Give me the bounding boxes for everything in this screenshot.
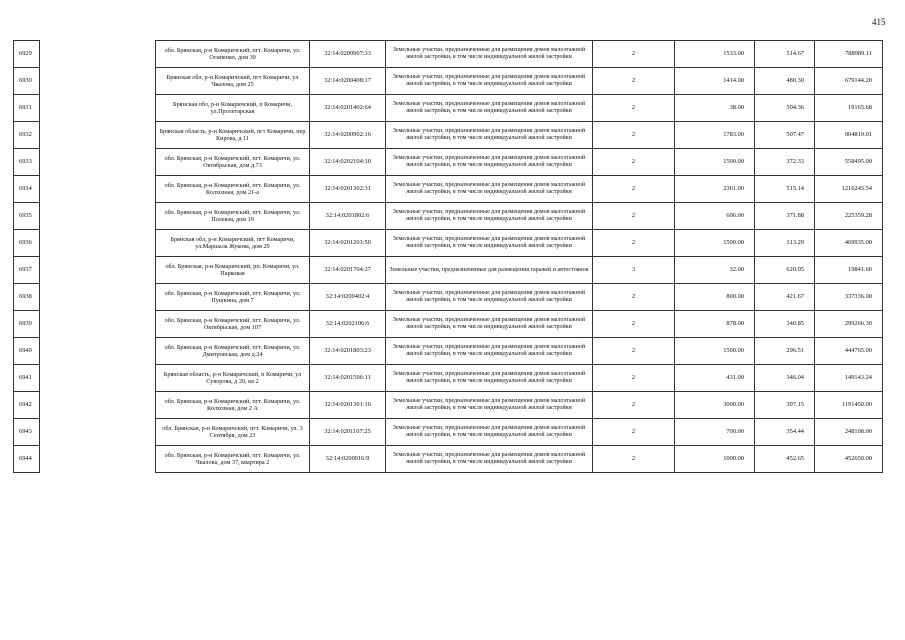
row-number-cell: 6937 xyxy=(14,257,40,284)
cadastral-cost-cell: 225359.28 xyxy=(815,203,883,230)
land-use-type-cell: Земельные участки, предназначенные для размещения домов малоэтажной жилой застройки, в том числе индивидуальной жилой застройки xyxy=(386,149,593,176)
address-cell: обл. Брянская, р-н Комаричский, пгт. Комаричи, ул. Дмитровская, дом д.24 xyxy=(156,338,310,365)
land-use-type-cell: Земельные участки, предназначенные для размещения домов малоэтажной жилой застройки, в том числе индивидуальной жилой застройки xyxy=(386,41,593,68)
cadastral-number-cell: 32:14:0201302:31 xyxy=(310,176,386,203)
row-number-cell: 6935 xyxy=(14,203,40,230)
group-code-cell: 2 xyxy=(593,230,675,257)
row-number-cell: 6940 xyxy=(14,338,40,365)
row-number-cell: 6943 xyxy=(14,419,40,446)
address-cell: обл. Брянская, р-н Комаричский, пгт. Комаричи, ул. Осипенко, дом 30 xyxy=(156,41,310,68)
table-row xyxy=(14,257,883,284)
cadastral-number-cell: 32:14:0200902:16 xyxy=(310,122,386,149)
address-cell: Брянская обл, р-н Комаричский, пгт Комаричи, ул.Маршала Жукова, дом 29 xyxy=(156,230,310,257)
specific-value-cell: 620.05 xyxy=(755,257,815,284)
area-cell: 2361.00 xyxy=(675,176,755,203)
area-cell: 3000.00 xyxy=(675,392,755,419)
group-code-cell: 2 xyxy=(593,284,675,311)
land-use-type-cell: Земельные участки, предназначенные для размещения домов малоэтажной жилой застройки, в том числе индивидуальной жилой застройки xyxy=(386,176,593,203)
cadastral-cost-cell: 788989.11 xyxy=(815,41,883,68)
land-use-type-cell: Земельные участки, предназначенные для размещения домов малоэтажной жилой застройки, в том числе индивидуальной жилой застройки xyxy=(386,230,593,257)
address-cell: обл. Брянская, р-н Комаричский, пгт. Комаричи, ул. Пушкина, дом 7 xyxy=(156,284,310,311)
specific-value-cell: 354.44 xyxy=(755,419,815,446)
area-cell: 1414.00 xyxy=(675,68,755,95)
specific-value-cell: 371.88 xyxy=(755,203,815,230)
row-number-cell: 6934 xyxy=(14,176,40,203)
land-use-type-cell: Земельные участки, предназначенные для размещения домов малоэтажной жилой застройки, в том числе индивидуальной жилой застройки xyxy=(386,284,593,311)
cadastral-cost-cell: 444765.00 xyxy=(815,338,883,365)
table-row xyxy=(14,365,883,392)
area-cell: 606.00 xyxy=(675,203,755,230)
area-cell: 1533.00 xyxy=(675,41,755,68)
blank-column-cell xyxy=(40,230,156,257)
table-row xyxy=(14,149,883,176)
address-cell: обл. Брянская, р-н Комаричский, пгт. Комаричи, ул. 3 Сентября, дом 23 xyxy=(156,419,310,446)
group-code-cell: 2 xyxy=(593,338,675,365)
area-cell: 1000.00 xyxy=(675,446,755,473)
group-code-cell: 2 xyxy=(593,203,675,230)
cadastral-cost-cell: 19165.68 xyxy=(815,95,883,122)
registry-body xyxy=(14,41,883,473)
address-cell: Брянская область, р-н Комаричский, п Комаричи, ул Суворова, д 20, кв 2 xyxy=(156,365,310,392)
blank-column-cell xyxy=(40,41,156,68)
land-registry-table xyxy=(13,40,883,473)
blank-column-cell xyxy=(40,176,156,203)
group-code-cell: 2 xyxy=(593,419,675,446)
cadastral-number-cell: 32:14:0201301:16 xyxy=(310,392,386,419)
land-use-type-cell: Земельные участки, предназначенные для размещения домов малоэтажной жилой застройки, в том числе индивидуальной жилой застройки xyxy=(386,419,593,446)
cadastral-number-cell: 32:14:0200907:33 xyxy=(310,41,386,68)
table-row xyxy=(14,41,883,68)
area-cell: 1500.00 xyxy=(675,338,755,365)
land-use-type-cell: Земельные участки, предназначенные для размещения гаражей и автостоянок xyxy=(386,257,593,284)
group-code-cell: 2 xyxy=(593,149,675,176)
group-code-cell: 2 xyxy=(593,68,675,95)
row-number-cell: 6941 xyxy=(14,365,40,392)
area-cell: 431.00 xyxy=(675,365,755,392)
cadastral-cost-cell: 558495.00 xyxy=(815,149,883,176)
land-use-type-cell: Земельные участки, предназначенные для размещения домов малоэтажной жилой застройки, в том числе индивидуальной жилой застройки xyxy=(386,392,593,419)
blank-column-cell xyxy=(40,95,156,122)
land-use-type-cell: Земельные участки, предназначенные для размещения домов малоэтажной жилой застройки, в том числе индивидуальной жилой застройки xyxy=(386,68,593,95)
blank-column-cell xyxy=(40,419,156,446)
area-cell: 878.00 xyxy=(675,311,755,338)
land-use-type-cell: Земельные участки, предназначенные для размещения домов малоэтажной жилой застройки, в том числе индивидуальной жилой застройки xyxy=(386,338,593,365)
table-row xyxy=(14,284,883,311)
address-cell: Брянская область, р-н Комаричский, пгт Комаричи, пер Кирова, д 11 xyxy=(156,122,310,149)
cadastral-number-cell: 32:14:0202104:10 xyxy=(310,149,386,176)
specific-value-cell: 507.47 xyxy=(755,122,815,149)
area-cell: 38.00 xyxy=(675,95,755,122)
cadastral-number-cell: 32:14:0201402:64 xyxy=(310,95,386,122)
land-use-type-cell: Земельные участки, предназначенные для размещения домов малоэтажной жилой застройки, в том числе индивидуальной жилой застройки xyxy=(386,311,593,338)
blank-column-cell xyxy=(40,203,156,230)
specific-value-cell: 504.36 xyxy=(755,95,815,122)
land-use-type-cell: Земельные участки, предназначенные для размещения домов малоэтажной жилой застройки, в том числе индивидуальной жилой застройки xyxy=(386,446,593,473)
table-row xyxy=(14,392,883,419)
cadastral-cost-cell: 299266.30 xyxy=(815,311,883,338)
table-row xyxy=(14,68,883,95)
address-cell: обл. Брянская, р-н Комаричский, пгт. Комаричи, ул. Чкалова, дом 37, квартира 2 xyxy=(156,446,310,473)
table-row xyxy=(14,230,883,257)
row-number-cell: 6936 xyxy=(14,230,40,257)
table-row xyxy=(14,446,883,473)
blank-column-cell xyxy=(40,365,156,392)
blank-column-cell xyxy=(40,338,156,365)
row-number-cell: 6933 xyxy=(14,149,40,176)
address-cell: обл. Брянская, р-н Комаричский, пгт. Комаричи, ул. Полевая, дом 19 xyxy=(156,203,310,230)
group-code-cell: 3 xyxy=(593,257,675,284)
cadastral-cost-cell: 1191450.00 xyxy=(815,392,883,419)
blank-column-cell xyxy=(40,284,156,311)
cadastral-number-cell: 32:14:0201201:50 xyxy=(310,230,386,257)
cadastral-number-cell: 32:14:0201506:11 xyxy=(310,365,386,392)
specific-value-cell: 421.67 xyxy=(755,284,815,311)
land-use-type-cell: Земельные участки, предназначенные для размещения домов малоэтажной жилой застройки, в том числе индивидуальной жилой застройки xyxy=(386,95,593,122)
table-row xyxy=(14,419,883,446)
specific-value-cell: 515.14 xyxy=(755,176,815,203)
cadastral-cost-cell: 452650.00 xyxy=(815,446,883,473)
cadastral-cost-cell: 904819.01 xyxy=(815,122,883,149)
cadastral-cost-cell: 679144.20 xyxy=(815,68,883,95)
group-code-cell: 2 xyxy=(593,311,675,338)
blank-column-cell xyxy=(40,446,156,473)
row-number-cell: 6930 xyxy=(14,68,40,95)
group-code-cell: 2 xyxy=(593,392,675,419)
cadastral-cost-cell: 19841.60 xyxy=(815,257,883,284)
group-code-cell: 2 xyxy=(593,176,675,203)
blank-column-cell xyxy=(40,257,156,284)
address-cell: обл. Брянская, р-н Комаричский, пгт. Комаричи, ул. Колхозная, дом 21-а xyxy=(156,176,310,203)
cadastral-cost-cell: 248108.00 xyxy=(815,419,883,446)
area-cell: 1783.00 xyxy=(675,122,755,149)
specific-value-cell: 514.67 xyxy=(755,41,815,68)
cadastral-number-cell: 32:14:0201107:25 xyxy=(310,419,386,446)
address-cell: Брянская обл, р-н Комаричский, п Комаричи, ул.Пролетарская xyxy=(156,95,310,122)
cadastral-number-cell: 32:14:0200408:17 xyxy=(310,68,386,95)
specific-value-cell: 372.33 xyxy=(755,149,815,176)
address-cell: обл. Брянская, р-н Комаричский, пгт. Комаричи, ул. Колхозная, дом 2 А xyxy=(156,392,310,419)
land-use-type-cell: Земельные участки, предназначенные для размещения домов малоэтажной жилой застройки, в том числе индивидуальной жилой застройки xyxy=(386,122,593,149)
cadastral-cost-cell: 469935.00 xyxy=(815,230,883,257)
area-cell: 700.00 xyxy=(675,419,755,446)
cadastral-cost-cell: 1216245.54 xyxy=(815,176,883,203)
address-cell: обл. Брянская, р-н Комаричский, пгт. Комаричи, ул. Октябрьская, дом д.73 xyxy=(156,149,310,176)
group-code-cell: 2 xyxy=(593,95,675,122)
row-number-cell: 6929 xyxy=(14,41,40,68)
group-code-cell: 2 xyxy=(593,41,675,68)
specific-value-cell: 296.51 xyxy=(755,338,815,365)
row-number-cell: 6939 xyxy=(14,311,40,338)
blank-column-cell xyxy=(40,68,156,95)
cadastral-number-cell: 32:14:0200916:9 xyxy=(310,446,386,473)
page-number: 415 xyxy=(872,17,886,27)
cadastral-number-cell: 32:14:0201704:27 xyxy=(310,257,386,284)
cadastral-cost-cell: 337336.00 xyxy=(815,284,883,311)
blank-column-cell xyxy=(40,122,156,149)
table-row xyxy=(14,203,883,230)
cadastral-number-cell: 32:14:0201802:6 xyxy=(310,203,386,230)
table-row xyxy=(14,122,883,149)
table-row xyxy=(14,95,883,122)
cadastral-number-cell: 32:14:0202106:6 xyxy=(310,311,386,338)
row-number-cell: 6938 xyxy=(14,284,40,311)
specific-value-cell: 346.04 xyxy=(755,365,815,392)
table-row xyxy=(14,311,883,338)
specific-value-cell: 452.65 xyxy=(755,446,815,473)
blank-column-cell xyxy=(40,392,156,419)
group-code-cell: 2 xyxy=(593,122,675,149)
row-number-cell: 6932 xyxy=(14,122,40,149)
area-cell: 1500.00 xyxy=(675,149,755,176)
group-code-cell: 2 xyxy=(593,446,675,473)
area-cell: 32.00 xyxy=(675,257,755,284)
row-number-cell: 6931 xyxy=(14,95,40,122)
address-cell: обл. Брянская, р-н Комаричский, пгт. Комаричи, ул. Октябрьская, дом 107 xyxy=(156,311,310,338)
specific-value-cell: 340.85 xyxy=(755,311,815,338)
area-cell: 1500.00 xyxy=(675,230,755,257)
cadastral-cost-cell: 149143.24 xyxy=(815,365,883,392)
area-cell: 800.00 xyxy=(675,284,755,311)
specific-value-cell: 480.30 xyxy=(755,68,815,95)
specific-value-cell: 397.15 xyxy=(755,392,815,419)
address-cell: Брянская обл, р-н Комаричский, пгт Комаричи, ул Чкалова, дом 25 xyxy=(156,68,310,95)
cadastral-number-cell: 32:14:0200402:4 xyxy=(310,284,386,311)
land-use-type-cell: Земельные участки, предназначенные для размещения домов малоэтажной жилой застройки, в том числе индивидуальной жилой застройки xyxy=(386,365,593,392)
specific-value-cell: 313.29 xyxy=(755,230,815,257)
table-row xyxy=(14,176,883,203)
land-use-type-cell: Земельные участки, предназначенные для размещения домов малоэтажной жилой застройки, в том числе индивидуальной жилой застройки xyxy=(386,203,593,230)
blank-column-cell xyxy=(40,149,156,176)
group-code-cell: 2 xyxy=(593,365,675,392)
table-row xyxy=(14,338,883,365)
row-number-cell: 6942 xyxy=(14,392,40,419)
row-number-cell: 6944 xyxy=(14,446,40,473)
blank-column-cell xyxy=(40,311,156,338)
address-cell: обл. Брянская, р-н Комаричский, рп. Комаричи, ул. Парковая xyxy=(156,257,310,284)
cadastral-number-cell: 32:14:0201803:23 xyxy=(310,338,386,365)
